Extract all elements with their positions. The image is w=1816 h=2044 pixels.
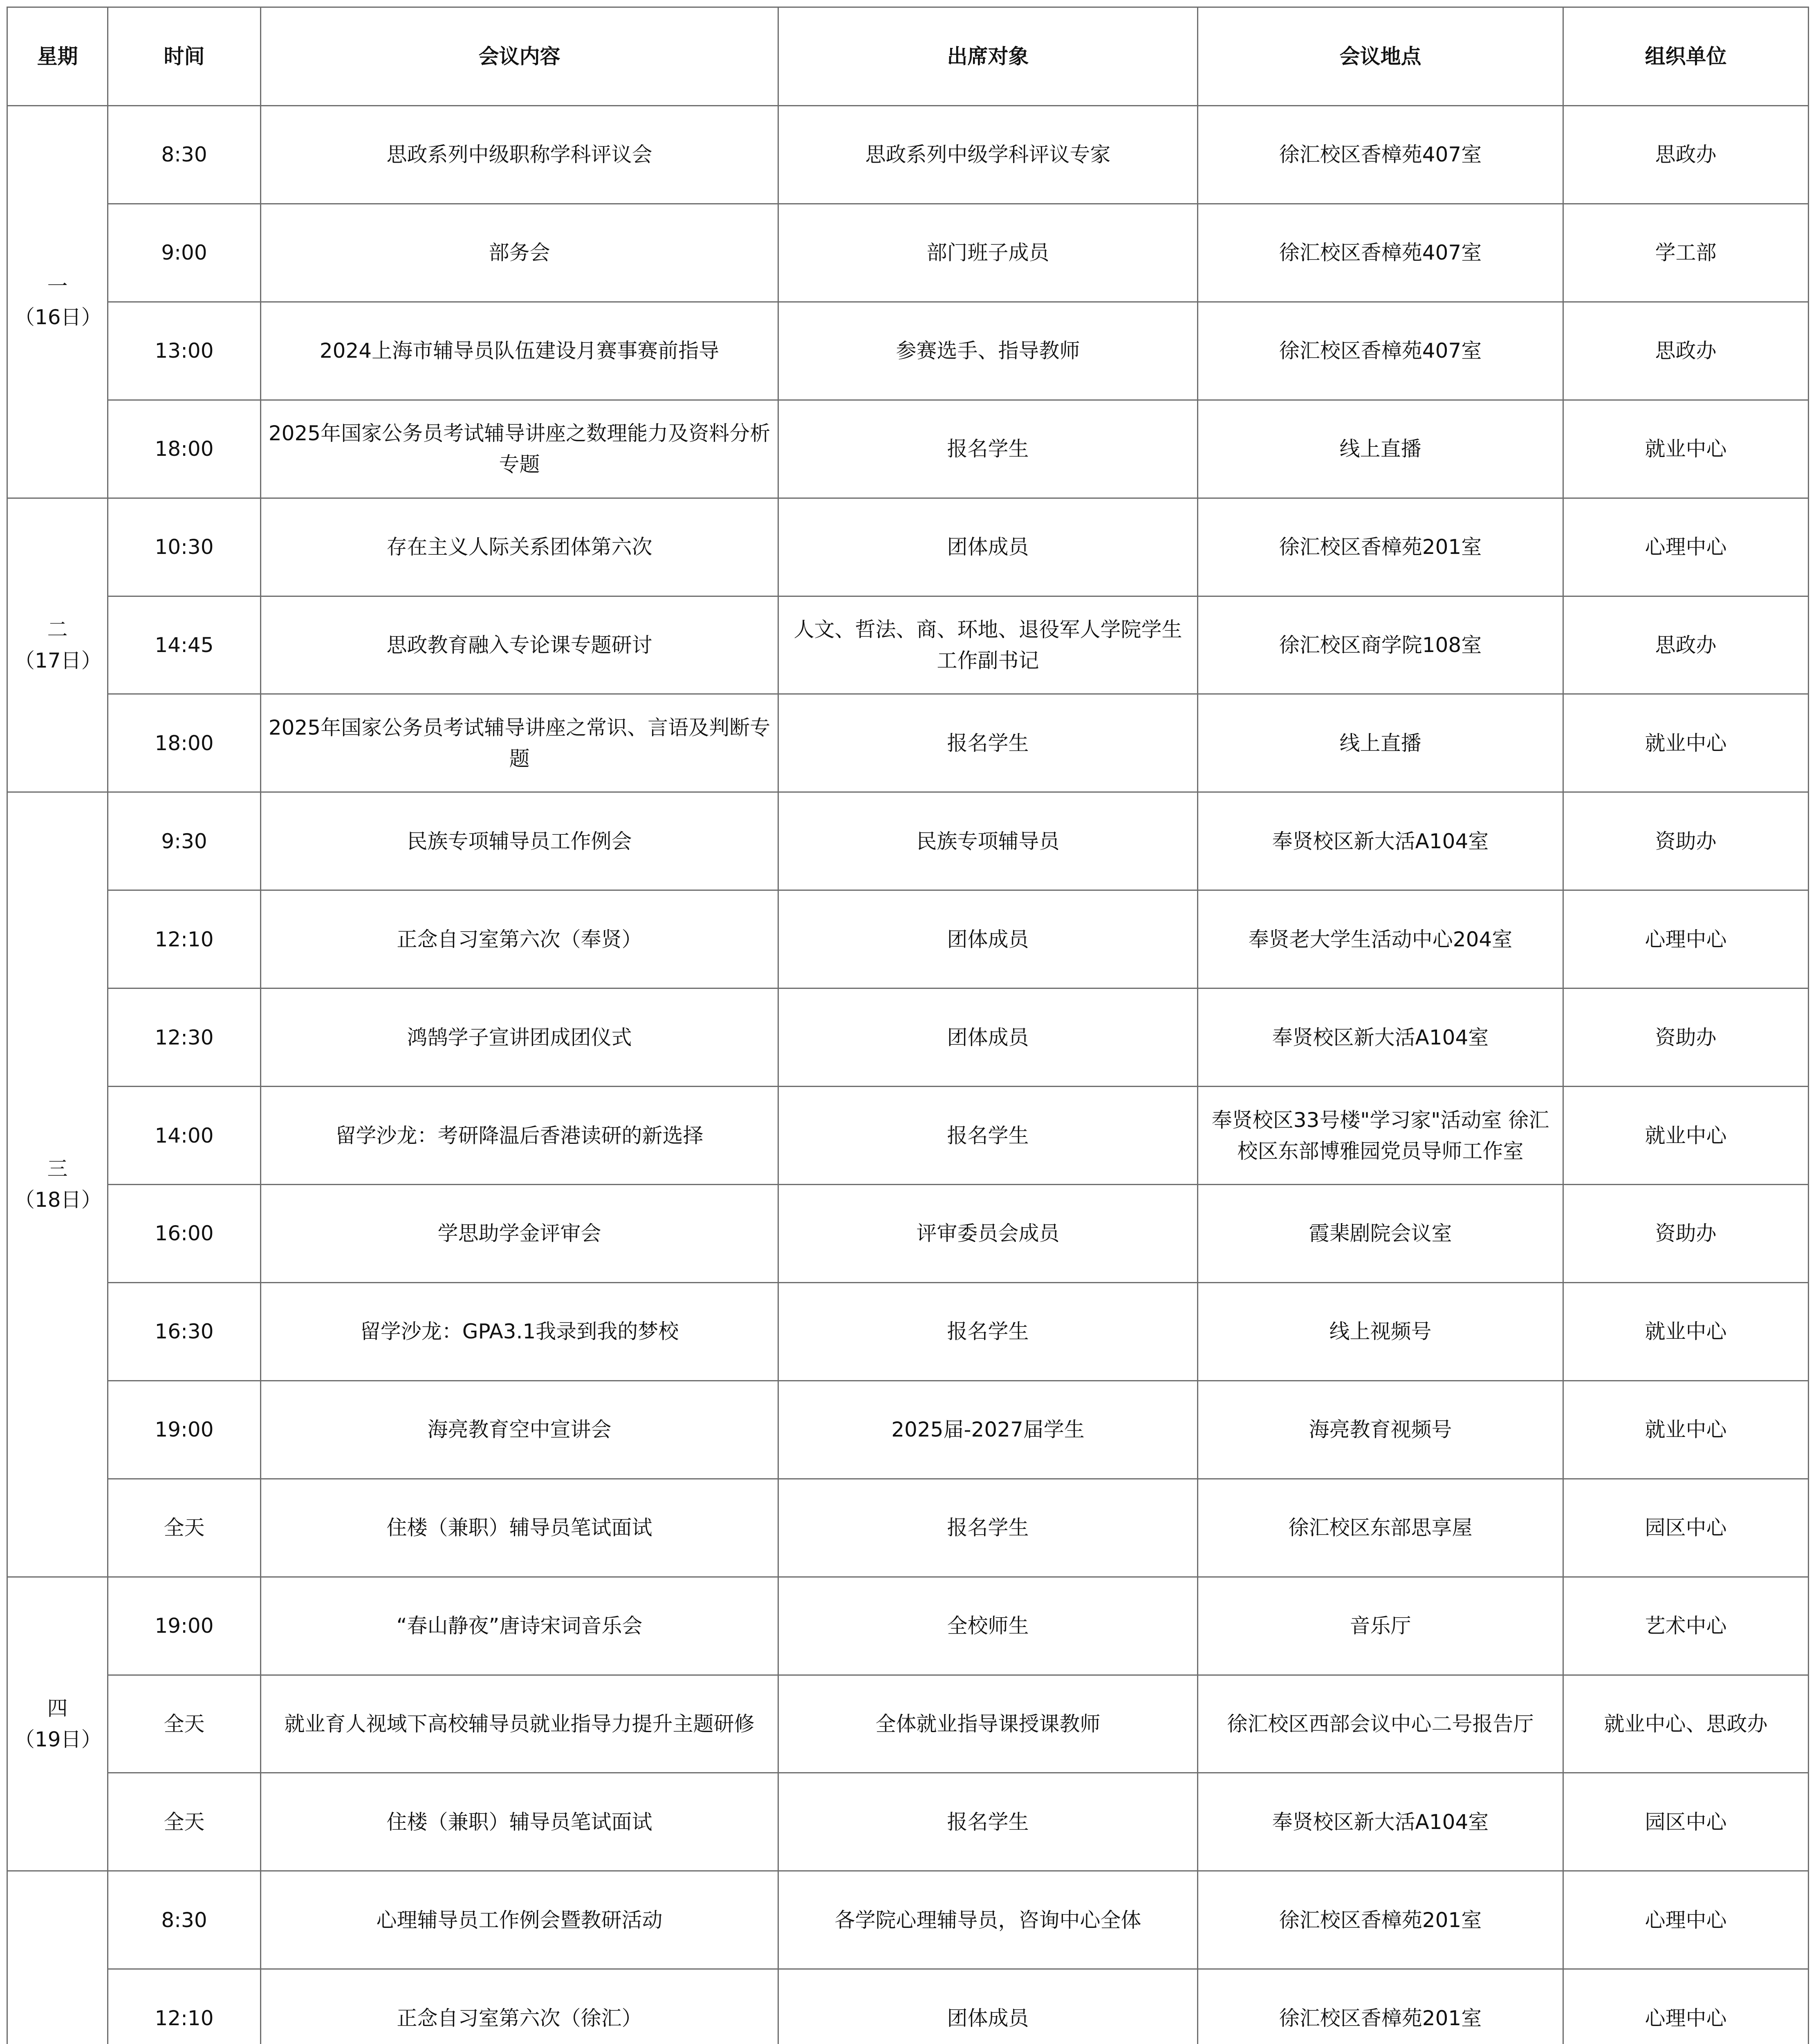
- location-cell: 海亮教育视频号: [1198, 1381, 1563, 1479]
- time-cell: 16:30: [108, 1282, 261, 1381]
- time-cell: 18:00: [108, 694, 261, 792]
- location-cell: 徐汇校区商学院108室: [1198, 596, 1563, 694]
- weekday-cell: [7, 498, 108, 792]
- attendees-cell: 2025届-2027届学生: [778, 1381, 1198, 1479]
- content-cell: 思政系列中级职称学科评议会: [261, 106, 778, 204]
- table-row: [7, 106, 1809, 204]
- weekday-cell: [7, 1871, 108, 2044]
- organizer-cell: 心理中心: [1563, 498, 1809, 596]
- attendees-cell: 民族专项辅导员: [778, 792, 1198, 890]
- time-cell: 12:10: [108, 1969, 261, 2044]
- header-content: 会议内容: [261, 7, 778, 106]
- header-organizer: 组织单位: [1563, 7, 1809, 106]
- location-cell: 奉贤校区33号楼"学习家"活动室 徐汇校区东部博雅园党员导师工作室: [1198, 1087, 1563, 1185]
- location-cell: 徐汇校区香樟苑407室: [1198, 106, 1563, 204]
- table-row: [7, 1381, 1809, 1479]
- organizer-cell: 资助办: [1563, 988, 1809, 1087]
- organizer-cell: 就业中心: [1563, 694, 1809, 792]
- organizer-cell: 学工部: [1563, 204, 1809, 302]
- header-weekday: 星期: [7, 7, 108, 106]
- content-cell: 部务会: [261, 204, 778, 302]
- time-cell: 全天: [108, 1675, 261, 1773]
- table-row: [7, 1577, 1809, 1675]
- time-cell: 14:45: [108, 596, 261, 694]
- attendees-cell: 报名学生: [778, 1087, 1198, 1185]
- time-cell: 18:00: [108, 400, 261, 498]
- table-row: [7, 498, 1809, 596]
- attendees-cell: 团体成员: [778, 1969, 1198, 2044]
- organizer-cell: 思政办: [1563, 106, 1809, 204]
- meeting-schedule-table: [7, 7, 1809, 2044]
- time-cell: 13:00: [108, 302, 261, 400]
- location-cell: 奉贤老大学生活动中心204室: [1198, 890, 1563, 988]
- table-body: [7, 106, 1809, 2044]
- location-cell: 徐汇校区香樟苑201室: [1198, 498, 1563, 596]
- location-cell: 徐汇校区香樟苑201室: [1198, 1871, 1563, 1969]
- location-cell: 线上直播: [1198, 694, 1563, 792]
- location-cell: 音乐厅: [1198, 1577, 1563, 1675]
- location-cell: 徐汇校区东部思享屋: [1198, 1479, 1563, 1577]
- time-cell: 全天: [108, 1479, 261, 1577]
- weekday-cell: [7, 106, 108, 498]
- attendees-cell: 各学院心理辅导员，咨询中心全体: [778, 1871, 1198, 1969]
- location-cell: 霞棐剧院会议室: [1198, 1184, 1563, 1282]
- header-location: 会议地点: [1198, 7, 1563, 106]
- organizer-cell: 心理中心: [1563, 1871, 1809, 1969]
- time-cell: 12:10: [108, 890, 261, 988]
- header-time: 时间: [108, 7, 261, 106]
- table-row: [7, 596, 1809, 694]
- organizer-cell: 思政办: [1563, 596, 1809, 694]
- attendees-cell: 参赛选手、指导教师: [778, 302, 1198, 400]
- location-cell: 线上直播: [1198, 400, 1563, 498]
- time-cell: 全天: [108, 1773, 261, 1871]
- weekday-label: 一: [47, 274, 68, 298]
- time-cell: 9:30: [108, 792, 261, 890]
- attendees-cell: 团体成员: [778, 988, 1198, 1087]
- attendees-cell: 评审委员会成员: [778, 1184, 1198, 1282]
- time-cell: 12:30: [108, 988, 261, 1087]
- organizer-cell: 就业中心: [1563, 1087, 1809, 1185]
- content-cell: 留学沙龙：GPA3.1我录到我的梦校: [261, 1282, 778, 1381]
- table-row: [7, 1773, 1809, 1871]
- organizer-cell: 资助办: [1563, 1184, 1809, 1282]
- organizer-cell: 思政办: [1563, 302, 1809, 400]
- table-row: [7, 1675, 1809, 1773]
- content-cell: 民族专项辅导员工作例会: [261, 792, 778, 890]
- content-cell: 2024上海市辅导员队伍建设月赛事赛前指导: [261, 302, 778, 400]
- weekday-date: （18日）: [14, 1188, 102, 1212]
- attendees-cell: 报名学生: [778, 1282, 1198, 1381]
- organizer-cell: 资助办: [1563, 792, 1809, 890]
- content-cell: 就业育人视域下高校辅导员就业指导力提升主题研修: [261, 1675, 778, 1773]
- attendees-cell: 全体就业指导课授课教师: [778, 1675, 1198, 1773]
- time-cell: 19:00: [108, 1381, 261, 1479]
- location-cell: 徐汇校区西部会议中心二号报告厅: [1198, 1675, 1563, 1773]
- table-row: [7, 1087, 1809, 1185]
- content-cell: 心理辅导员工作例会暨教研活动: [261, 1871, 778, 1969]
- content-cell: 海亮教育空中宣讲会: [261, 1381, 778, 1479]
- location-cell: 奉贤校区新大活A104室: [1198, 792, 1563, 890]
- time-cell: 19:00: [108, 1577, 261, 1675]
- attendees-cell: 部门班子成员: [778, 204, 1198, 302]
- location-cell: 徐汇校区香樟苑201室: [1198, 1969, 1563, 2044]
- organizer-cell: 园区中心: [1563, 1773, 1809, 1871]
- attendees-cell: 团体成员: [778, 498, 1198, 596]
- time-cell: 16:00: [108, 1184, 261, 1282]
- content-cell: 正念自习室第六次（徐汇）: [261, 1969, 778, 2044]
- table-row: [7, 204, 1809, 302]
- weekday-date: （16日）: [14, 305, 102, 329]
- content-cell: 鸿鹄学子宣讲团成团仪式: [261, 988, 778, 1087]
- content-cell: 存在主义人际关系团体第六次: [261, 498, 778, 596]
- weekday-label: 四: [47, 1696, 68, 1720]
- attendees-cell: 报名学生: [778, 1479, 1198, 1577]
- content-cell: 留学沙龙：考研降温后香港读研的新选择: [261, 1087, 778, 1185]
- table-row: [7, 1969, 1809, 2044]
- organizer-cell: 就业中心、思政办: [1563, 1675, 1809, 1773]
- time-cell: 9:00: [108, 204, 261, 302]
- header-attendees: 出席对象: [778, 7, 1198, 106]
- time-cell: 14:00: [108, 1087, 261, 1185]
- organizer-cell: 园区中心: [1563, 1479, 1809, 1577]
- weekday-cell: [7, 792, 108, 1577]
- organizer-cell: 就业中心: [1563, 400, 1809, 498]
- table-row: [7, 890, 1809, 988]
- organizer-cell: 心理中心: [1563, 890, 1809, 988]
- content-cell: 2025年国家公务员考试辅导讲座之常识、言语及判断专题: [261, 694, 778, 792]
- organizer-cell: 就业中心: [1563, 1381, 1809, 1479]
- table-row: [7, 1282, 1809, 1381]
- content-cell: 正念自习室第六次（奉贤）: [261, 890, 778, 988]
- location-cell: 线上视频号: [1198, 1282, 1563, 1381]
- attendees-cell: 报名学生: [778, 694, 1198, 792]
- weekday-date: （17日）: [14, 648, 102, 672]
- table-row: [7, 400, 1809, 498]
- content-cell: 学思助学金评审会: [261, 1184, 778, 1282]
- table-row: [7, 694, 1809, 792]
- content-cell: “春山静夜”唐诗宋词音乐会: [261, 1577, 778, 1675]
- attendees-cell: 报名学生: [778, 400, 1198, 498]
- content-cell: 住楼（兼职）辅导员笔试面试: [261, 1773, 778, 1871]
- location-cell: 徐汇校区香樟苑407室: [1198, 302, 1563, 400]
- weekday-cell: [7, 1577, 108, 1871]
- attendees-cell: 报名学生: [778, 1773, 1198, 1871]
- location-cell: 奉贤校区新大活A104室: [1198, 988, 1563, 1087]
- time-cell: 8:30: [108, 106, 261, 204]
- table-row: [7, 1184, 1809, 1282]
- table-row: [7, 302, 1809, 400]
- location-cell: 徐汇校区香樟苑407室: [1198, 204, 1563, 302]
- content-cell: 2025年国家公务员考试辅导讲座之数理能力及资料分析专题: [261, 400, 778, 498]
- weekday-date: （19日）: [14, 1727, 102, 1751]
- table-row: [7, 1479, 1809, 1577]
- attendees-cell: 团体成员: [778, 890, 1198, 988]
- organizer-cell: 艺术中心: [1563, 1577, 1809, 1675]
- attendees-cell: 人文、哲法、商、环地、退役军人学院学生工作副书记: [778, 596, 1198, 694]
- table-row: [7, 792, 1809, 890]
- weekday-label: 三: [47, 1157, 68, 1181]
- schedule-page: [7, 7, 1808, 2044]
- content-cell: 住楼（兼职）辅导员笔试面试: [261, 1479, 778, 1577]
- location-cell: 奉贤校区新大活A104室: [1198, 1773, 1563, 1871]
- table-header-row: [7, 7, 1809, 106]
- organizer-cell: 就业中心: [1563, 1282, 1809, 1381]
- attendees-cell: 思政系列中级学科评议专家: [778, 106, 1198, 204]
- time-cell: 10:30: [108, 498, 261, 596]
- attendees-cell: 全校师生: [778, 1577, 1198, 1675]
- weekday-label: 二: [47, 617, 68, 641]
- time-cell: 8:30: [108, 1871, 261, 1969]
- content-cell: 思政教育融入专论课专题研讨: [261, 596, 778, 694]
- table-row: [7, 1871, 1809, 1969]
- table-row: [7, 988, 1809, 1087]
- organizer-cell: 心理中心: [1563, 1969, 1809, 2044]
